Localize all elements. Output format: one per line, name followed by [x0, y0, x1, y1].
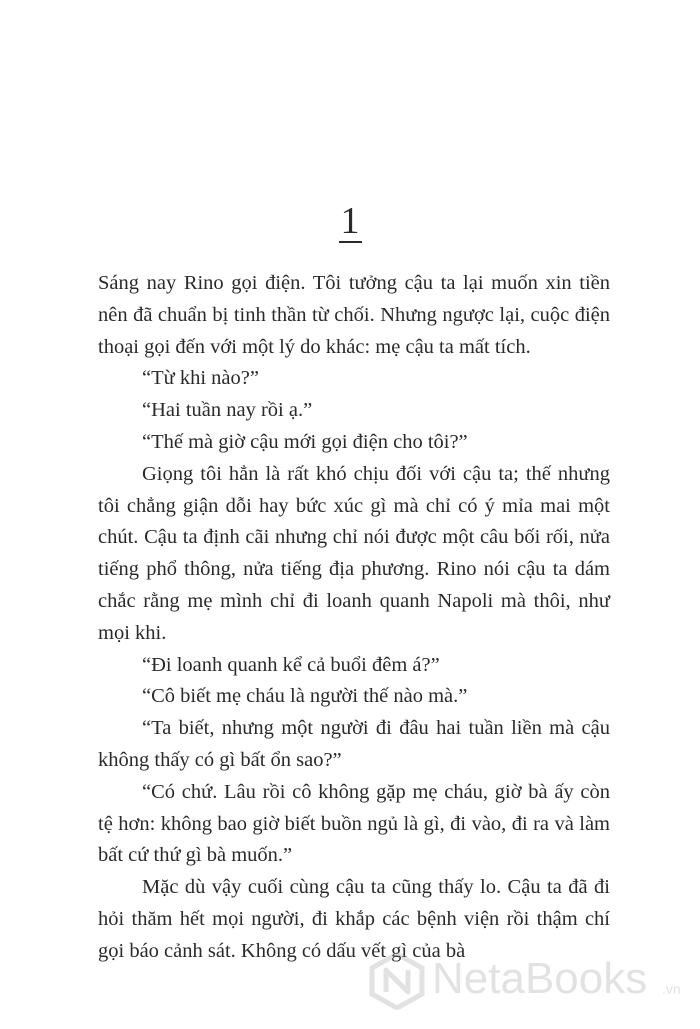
paragraph: “Có chứ. Lâu rồi cô không gặp mẹ cháu, giờ bà ấy còn tệ hơn: không bao giờ biết buồn ngủ là gì, đi vào, đi ra và làm bất cứ thứ gì bà muốn.” — [98, 780, 610, 867]
watermark-brand: NetaBooks — [432, 954, 648, 1003]
paragraph: “Hai tuần nay rồi ạ.” — [142, 399, 313, 422]
paragraph: “Đi loanh quanh kể cả buổi đêm á?” — [142, 653, 440, 676]
paragraph: Sáng nay Rino gọi điện. Tôi tưởng cậu ta lại muốn xin tiền nên đã chuẩn bị tinh thần từ chối. Nhưng ngược lại, cuộc điện thoại gọi đến với một lý do khác: mẹ cậu ta mất tích. — [98, 272, 610, 358]
netabooks-logo-icon — [368, 952, 426, 1010]
watermark-suffix: .vn — [662, 981, 681, 997]
paragraph: Giọng tôi hẳn là rất khó chịu đối với cậu ta; thế nhưng tôi chẳng giận dỗi hay bức xúc gì mà chỉ có ý mỉa mai một chút. Cậu ta định cãi nhưng chỉ nói được một câu bối rối, nửa tiếng phổ thông, nửa tiếng địa phương. Rino nói cậu ta dám chắc rằng mẹ mình chỉ đi loanh quanh Napoli mà thôi, như mọi khi. — [98, 462, 610, 644]
paragraph: Mặc dù vậy cuối cùng cậu ta cũng thấy lo. Cậu ta đã đi hỏi thăm hết mọi người, đi khắp các bệnh viện rồi thậm chí gọi báo cảnh sát. Không có dấu vết gì của bà — [98, 876, 610, 962]
chapter-number — [0, 198, 700, 244]
chapter-body — [98, 268, 610, 968]
paragraph: “Thế mà giờ cậu mới gọi điện cho tôi?” — [142, 430, 468, 453]
chapter-number-text: 1 — [340, 200, 360, 242]
watermark — [362, 946, 692, 1016]
paragraph: “Từ khi nào?” — [142, 367, 259, 390]
paragraph: “Cô biết mẹ cháu là người thế nào mà.” — [142, 685, 468, 708]
paragraph: “Ta biết, nhưng một người đi đâu hai tuần liền mà cậu không thấy có gì bất ổn sao?” — [98, 717, 610, 771]
